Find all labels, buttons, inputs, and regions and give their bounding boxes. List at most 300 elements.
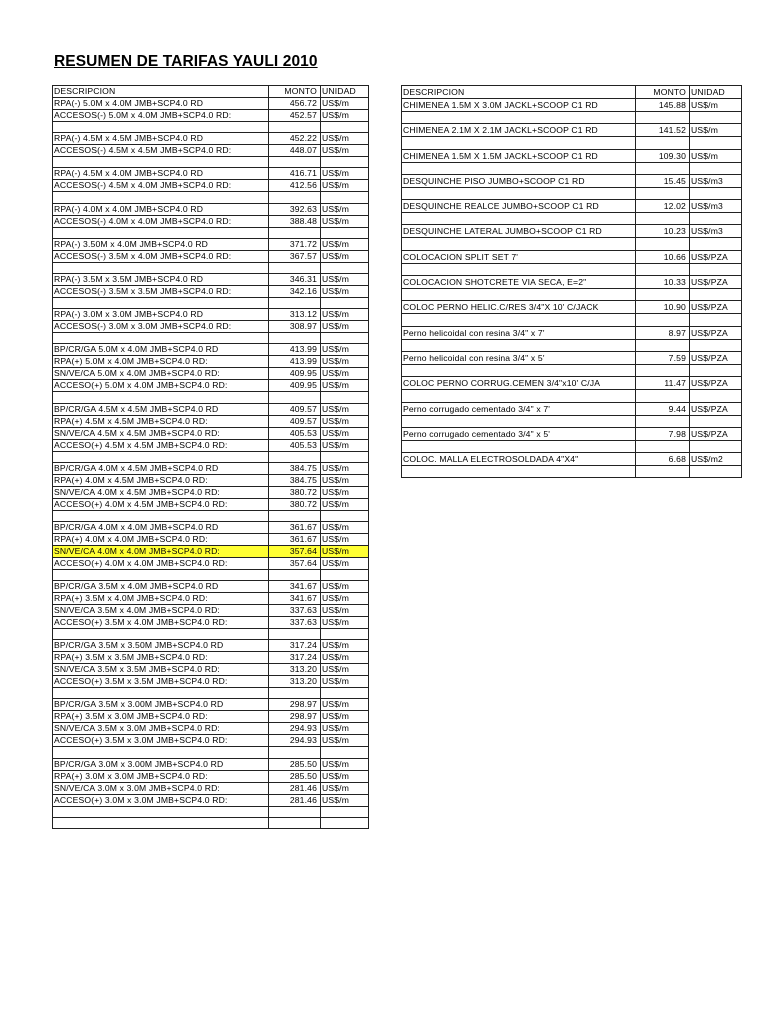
cell-descripcion: DESQUINCHE PISO JUMBO+SCOOP C1 RD [402, 174, 636, 187]
table-header-row [53, 86, 369, 98]
table-row [53, 581, 369, 593]
cell-unidad: US$/m [690, 99, 742, 112]
cell-monto: 405.53 [269, 427, 321, 439]
cell-descripcion: ACCESO(+) 3.5M x 4.0M JMB+SCP4.0 RD: [53, 617, 269, 629]
right-tariff-table [401, 85, 742, 478]
cell-descripcion: SN/VE/CA 4.0M x 4.5M JMB+SCP4.0 RD: [53, 486, 269, 498]
cell-unidad: US$/m [321, 723, 369, 735]
cell-descripcion: ACCESO(+) 3.5M x 3.0M JMB+SCP4.0 RD: [53, 735, 269, 747]
cell-unidad: US$/PZA [690, 276, 742, 289]
cell-descripcion: RPA(+) 3.0M x 3.0M JMB+SCP4.0 RD: [53, 770, 269, 782]
table-row [53, 321, 369, 333]
cell-monto [636, 339, 690, 351]
table-row [53, 157, 369, 168]
cell-unidad [690, 162, 742, 174]
cell-unidad: US$/m [321, 498, 369, 510]
table-row [53, 285, 369, 297]
cell-monto [269, 569, 321, 580]
cell-unidad: US$/m [321, 593, 369, 605]
cell-monto [636, 137, 690, 149]
cell-unidad: US$/m [321, 180, 369, 192]
cell-unidad [321, 817, 369, 828]
cell-descripcion [53, 122, 269, 133]
table-row [53, 758, 369, 770]
cell-descripcion: ACCESO(+) 4.0M x 4.5M JMB+SCP4.0 RD: [53, 498, 269, 510]
cell-descripcion: SN/VE/CA 4.5M x 4.5M JMB+SCP4.0 RD: [53, 427, 269, 439]
cell-monto: 10.66 [636, 250, 690, 263]
cell-monto: 337.63 [269, 617, 321, 629]
cell-monto [636, 289, 690, 301]
cell-unidad: US$/PZA [690, 377, 742, 390]
cell-monto: 7.98 [636, 427, 690, 440]
cell-descripcion: BP/CR/GA 3.5M x 4.0M JMB+SCP4.0 RD [53, 581, 269, 593]
cell-descripcion [402, 213, 636, 225]
cell-descripcion [53, 569, 269, 580]
table-row [402, 427, 742, 440]
table-row [402, 301, 742, 314]
cell-unidad: US$/m [321, 285, 369, 297]
cell-unidad [690, 390, 742, 402]
cell-unidad: US$/m [321, 699, 369, 711]
table-row [53, 510, 369, 521]
cell-unidad: US$/m [321, 273, 369, 285]
cell-monto: 109.30 [636, 149, 690, 162]
cell-monto [269, 688, 321, 699]
table-row [402, 250, 742, 263]
cell-unidad: US$/m [321, 415, 369, 427]
table-row [53, 688, 369, 699]
cell-unidad: US$/m [321, 581, 369, 593]
cell-monto: 281.46 [269, 794, 321, 806]
cell-descripcion [53, 806, 269, 817]
table-row [402, 390, 742, 402]
cell-descripcion: ACCESOS(-) 3.5M x 4.0M JMB+SCP4.0 RD: [53, 250, 269, 262]
cell-descripcion: RPA(+) 4.0M x 4.5M JMB+SCP4.0 RD: [53, 474, 269, 486]
cell-monto: 281.46 [269, 782, 321, 794]
table-header-row [402, 86, 742, 99]
cell-unidad [321, 806, 369, 817]
header-monto: MONTO [636, 86, 690, 99]
cell-monto: 367.57 [269, 250, 321, 262]
cell-unidad [321, 629, 369, 640]
cell-monto: 285.50 [269, 758, 321, 770]
cell-descripcion [402, 187, 636, 199]
cell-descripcion: ACCESOS(-) 5.0M x 4.0M JMB+SCP4.0 RD: [53, 110, 269, 122]
cell-descripcion: Perno helicoidal con resina 3/4" x 5' [402, 351, 636, 364]
cell-descripcion: ACCESO(+) 3.0M x 3.0M JMB+SCP4.0 RD: [53, 794, 269, 806]
cell-unidad: US$/PZA [690, 351, 742, 364]
cell-descripcion: COLOC. MALLA ELECTROSOLDADA 4"X4" [402, 453, 636, 466]
cell-unidad: US$/m [321, 711, 369, 723]
cell-unidad: US$/m [321, 617, 369, 629]
cell-descripcion [53, 688, 269, 699]
cell-descripcion [53, 629, 269, 640]
cell-descripcion: ACCESO(+) 3.5M x 3.5M JMB+SCP4.0 RD: [53, 676, 269, 688]
cell-unidad: US$/m [321, 664, 369, 676]
cell-monto: 361.67 [269, 521, 321, 533]
cell-descripcion: RPA(-) 5.0M x 4.0M JMB+SCP4.0 RD [53, 98, 269, 110]
table-row [53, 794, 369, 806]
cell-monto: 313.12 [269, 309, 321, 321]
cell-unidad: US$/m [321, 545, 369, 557]
cell-monto: 341.67 [269, 581, 321, 593]
cell-descripcion: BP/CR/GA 4.0M x 4.5M JMB+SCP4.0 RD [53, 462, 269, 474]
cell-monto: 384.75 [269, 474, 321, 486]
cell-monto: 341.67 [269, 593, 321, 605]
table-row [53, 110, 369, 122]
cell-descripcion [402, 238, 636, 250]
table-row [402, 162, 742, 174]
table-row-highlighted [53, 545, 369, 557]
cell-descripcion: RPA(+) 4.5M x 4.5M JMB+SCP4.0 RD: [53, 415, 269, 427]
cell-unidad: US$/m [321, 133, 369, 145]
table-row [53, 227, 369, 238]
cell-unidad: US$/m [321, 735, 369, 747]
cell-unidad: US$/m [321, 145, 369, 157]
table-row [53, 605, 369, 617]
cell-unidad: US$/m [321, 98, 369, 110]
cell-unidad [690, 238, 742, 250]
cell-descripcion: ACCESO(+) 5.0M x 4.0M JMB+SCP4.0 RD: [53, 380, 269, 392]
table-row [53, 451, 369, 462]
cell-descripcion: BP/CR/GA 4.0M x 4.0M JMB+SCP4.0 RD [53, 521, 269, 533]
cell-descripcion [402, 339, 636, 351]
cell-descripcion [53, 192, 269, 203]
cell-descripcion: CHIMENEA 2.1M X 2.1M JACKL+SCOOP C1 RD [402, 124, 636, 137]
cell-unidad: US$/m [321, 794, 369, 806]
cell-unidad [321, 157, 369, 168]
cell-unidad: US$/m [321, 203, 369, 215]
table-row [402, 314, 742, 326]
table-row [402, 124, 742, 137]
cell-monto: 308.97 [269, 321, 321, 333]
table-row [53, 273, 369, 285]
cell-unidad: US$/m [321, 770, 369, 782]
cell-descripcion: SN/VE/CA 3.5M x 3.5M JMB+SCP4.0 RD: [53, 664, 269, 676]
cell-monto: 405.53 [269, 439, 321, 451]
cell-unidad [690, 137, 742, 149]
cell-monto: 452.22 [269, 133, 321, 145]
cell-monto: 298.97 [269, 711, 321, 723]
cell-descripcion [53, 510, 269, 521]
cell-unidad [690, 466, 742, 478]
cell-descripcion: DESQUINCHE REALCE JUMBO+SCOOP C1 RD [402, 200, 636, 213]
cell-monto: 384.75 [269, 462, 321, 474]
cell-unidad: US$/m [321, 474, 369, 486]
cell-descripcion: ACCESOS(-) 3.0M x 3.0M JMB+SCP4.0 RD: [53, 321, 269, 333]
cell-descripcion: ACCESOS(-) 4.5M x 4.5M JMB+SCP4.0 RD: [53, 145, 269, 157]
cell-monto [269, 157, 321, 168]
table-row [53, 297, 369, 308]
table-row [53, 806, 369, 817]
cell-unidad: US$/m2 [690, 453, 742, 466]
cell-unidad: US$/PZA [690, 301, 742, 314]
table-row [53, 557, 369, 569]
cell-unidad: US$/m [690, 124, 742, 137]
header-unidad: UNIDAD [690, 86, 742, 99]
cell-monto: 409.57 [269, 403, 321, 415]
cell-monto: 413.99 [269, 356, 321, 368]
cell-monto: 15.45 [636, 174, 690, 187]
cell-descripcion [402, 390, 636, 402]
table-row [402, 112, 742, 124]
cell-monto: 11.47 [636, 377, 690, 390]
cell-monto [636, 314, 690, 326]
cell-unidad [321, 688, 369, 699]
cell-descripcion [402, 415, 636, 427]
cell-monto [269, 122, 321, 133]
cell-descripcion: BP/CR/GA 3.0M x 3.00M JMB+SCP4.0 RD [53, 758, 269, 770]
cell-unidad [690, 263, 742, 275]
table-row [53, 203, 369, 215]
cell-descripcion: Perno corrugado cementado 3/4" x 7' [402, 402, 636, 415]
table-row [402, 187, 742, 199]
cell-descripcion [53, 227, 269, 238]
cell-unidad [690, 289, 742, 301]
table-row [53, 652, 369, 664]
cell-unidad: US$/m [321, 250, 369, 262]
cell-unidad: US$/m [321, 605, 369, 617]
cell-descripcion [53, 333, 269, 344]
cell-monto: 409.57 [269, 415, 321, 427]
cell-monto [636, 466, 690, 478]
cell-descripcion: SN/VE/CA 4.0M x 4.0M JMB+SCP4.0 RD: [53, 545, 269, 557]
table-row [402, 174, 742, 187]
table-row [402, 225, 742, 238]
table-row [402, 415, 742, 427]
cell-descripcion [402, 263, 636, 275]
cell-monto [269, 629, 321, 640]
cell-monto: 285.50 [269, 770, 321, 782]
cell-monto: 337.63 [269, 605, 321, 617]
cell-descripcion [402, 137, 636, 149]
cell-monto: 371.72 [269, 238, 321, 250]
cell-monto [269, 333, 321, 344]
cell-unidad [321, 392, 369, 403]
table-row [402, 238, 742, 250]
header-unidad: UNIDAD [321, 86, 369, 98]
header-descripcion: DESCRIPCION [53, 86, 269, 98]
cell-monto [269, 747, 321, 758]
cell-unidad: US$/m [321, 652, 369, 664]
cell-monto: 448.07 [269, 145, 321, 157]
cell-descripcion [402, 162, 636, 174]
cell-unidad: US$/m [690, 149, 742, 162]
table-row [53, 192, 369, 203]
cell-descripcion [53, 262, 269, 273]
table-row [53, 747, 369, 758]
cell-unidad [321, 451, 369, 462]
page-title: RESUMEN DE TARIFAS YAULI 2010 [54, 53, 318, 70]
cell-descripcion: CHIMENEA 1.5M X 1.5M JACKL+SCOOP C1 RD [402, 149, 636, 162]
table-row [53, 215, 369, 227]
cell-unidad [690, 314, 742, 326]
cell-monto: 346.31 [269, 273, 321, 285]
table-row [53, 617, 369, 629]
cell-unidad: US$/m [321, 110, 369, 122]
cell-monto: 317.24 [269, 652, 321, 664]
cell-descripcion [53, 747, 269, 758]
cell-unidad [690, 213, 742, 225]
table-row [53, 133, 369, 145]
cell-descripcion: BP/CR/GA 3.5M x 3.50M JMB+SCP4.0 RD [53, 640, 269, 652]
table-row [53, 368, 369, 380]
cell-unidad: US$/PZA [690, 427, 742, 440]
cell-descripcion: SN/VE/CA 3.5M x 3.0M JMB+SCP4.0 RD: [53, 723, 269, 735]
cell-monto: 409.95 [269, 368, 321, 380]
table-row [402, 200, 742, 213]
cell-unidad: US$/m [321, 557, 369, 569]
table-row [402, 453, 742, 466]
cell-descripcion: RPA(-) 4.5M x 4.0M JMB+SCP4.0 RD [53, 168, 269, 180]
cell-monto: 409.95 [269, 380, 321, 392]
cell-descripcion: SN/VE/CA 5.0M x 4.0M JMB+SCP4.0 RD: [53, 368, 269, 380]
cell-descripcion [402, 466, 636, 478]
cell-monto: 412.56 [269, 180, 321, 192]
table-row [53, 711, 369, 723]
table-row [53, 415, 369, 427]
cell-monto: 10.90 [636, 301, 690, 314]
cell-unidad: US$/PZA [690, 250, 742, 263]
cell-monto: 12.02 [636, 200, 690, 213]
table-row [402, 402, 742, 415]
cell-descripcion [402, 440, 636, 452]
table-row [53, 392, 369, 403]
cell-unidad: US$/m [321, 368, 369, 380]
table-row [53, 262, 369, 273]
table-row [53, 569, 369, 580]
table-row [402, 263, 742, 275]
cell-unidad [321, 192, 369, 203]
cell-unidad: US$/m [321, 168, 369, 180]
header-descripcion: DESCRIPCION [402, 86, 636, 99]
cell-monto: 10.23 [636, 225, 690, 238]
table-row [402, 326, 742, 339]
table-row [53, 629, 369, 640]
cell-unidad [690, 187, 742, 199]
cell-unidad [690, 415, 742, 427]
cell-monto [636, 263, 690, 275]
cell-descripcion [53, 451, 269, 462]
table-row [402, 364, 742, 376]
cell-monto [269, 192, 321, 203]
table-row [53, 168, 369, 180]
cell-monto [269, 262, 321, 273]
cell-descripcion [53, 297, 269, 308]
cell-monto [269, 392, 321, 403]
cell-descripcion: RPA(-) 3.5M x 3.5M JMB+SCP4.0 RD [53, 273, 269, 285]
cell-descripcion: RPA(+) 5.0M x 4.0M JMB+SCP4.0 RD: [53, 356, 269, 368]
table-row [53, 817, 369, 828]
cell-unidad: US$/m [321, 321, 369, 333]
cell-descripcion: Perno corrugado cementado 3/4" x 5' [402, 427, 636, 440]
table-row [53, 770, 369, 782]
cell-unidad: US$/m [321, 215, 369, 227]
cell-unidad: US$/m [321, 462, 369, 474]
cell-descripcion: ACCESOS(-) 3.5M x 3.5M JMB+SCP4.0 RD: [53, 285, 269, 297]
cell-descripcion: ACCESOS(-) 4.5M x 4.0M JMB+SCP4.0 RD: [53, 180, 269, 192]
table-row [402, 289, 742, 301]
cell-descripcion: BP/CR/GA 4.5M x 4.5M JMB+SCP4.0 RD [53, 403, 269, 415]
cell-monto [269, 817, 321, 828]
cell-descripcion: COLOC PERNO HELIC.C/RES 3/4"X 10' C/JACK [402, 301, 636, 314]
cell-unidad: US$/PZA [690, 402, 742, 415]
cell-monto: 357.64 [269, 557, 321, 569]
cell-monto: 313.20 [269, 676, 321, 688]
table-row [402, 440, 742, 452]
cell-unidad [321, 333, 369, 344]
table-row [53, 380, 369, 392]
table-row [402, 377, 742, 390]
table-row [53, 238, 369, 250]
cell-unidad [321, 510, 369, 521]
table-row [53, 427, 369, 439]
cell-monto: 317.24 [269, 640, 321, 652]
cell-monto: 416.71 [269, 168, 321, 180]
table-row [53, 180, 369, 192]
table-row [402, 137, 742, 149]
cell-descripcion: RPA(+) 3.5M x 3.0M JMB+SCP4.0 RD: [53, 711, 269, 723]
cell-monto: 357.64 [269, 545, 321, 557]
cell-descripcion: DESQUINCHE LATERAL JUMBO+SCOOP C1 RD [402, 225, 636, 238]
cell-descripcion: RPA(-) 4.0M x 4.0M JMB+SCP4.0 RD [53, 203, 269, 215]
table-row [402, 339, 742, 351]
cell-monto: 298.97 [269, 699, 321, 711]
table-row [53, 676, 369, 688]
cell-monto [269, 451, 321, 462]
table-row [53, 735, 369, 747]
cell-monto: 313.20 [269, 664, 321, 676]
left-tariff-table [52, 85, 369, 829]
cell-unidad: US$/m [321, 238, 369, 250]
cell-unidad [321, 227, 369, 238]
cell-monto: 10.33 [636, 276, 690, 289]
cell-descripcion: BP/CR/GA 5.0M x 4.0M JMB+SCP4.0 RD [53, 344, 269, 356]
cell-descripcion: COLOCACION SHOTCRETE VIA SECA, E=2" [402, 276, 636, 289]
cell-descripcion: RPA(+) 4.0M x 4.0M JMB+SCP4.0 RD: [53, 533, 269, 545]
cell-unidad [321, 297, 369, 308]
cell-descripcion: ACCESO(+) 4.5M x 4.5M JMB+SCP4.0 RD: [53, 439, 269, 451]
cell-monto: 7.59 [636, 351, 690, 364]
cell-unidad: US$/m [321, 309, 369, 321]
cell-descripcion: RPA(+) 3.5M x 4.0M JMB+SCP4.0 RD: [53, 593, 269, 605]
table-row [53, 699, 369, 711]
table-row [53, 782, 369, 794]
cell-monto [269, 227, 321, 238]
cell-descripcion [402, 364, 636, 376]
cell-unidad: US$/m [321, 486, 369, 498]
cell-monto [636, 390, 690, 402]
cell-unidad [321, 569, 369, 580]
cell-monto [636, 415, 690, 427]
cell-descripcion: ACCESOS(-) 4.0M x 4.0M JMB+SCP4.0 RD: [53, 215, 269, 227]
cell-unidad [690, 364, 742, 376]
header-monto: MONTO [269, 86, 321, 98]
table-row [53, 593, 369, 605]
cell-monto: 380.72 [269, 486, 321, 498]
cell-unidad: US$/PZA [690, 326, 742, 339]
cell-descripcion: COLOC PERNO CORRUG.CEMEN 3/4"x10' C/JA [402, 377, 636, 390]
cell-descripcion: Perno helicoidal con resina 3/4" x 7' [402, 326, 636, 339]
cell-unidad: US$/m3 [690, 174, 742, 187]
cell-unidad: US$/m3 [690, 225, 742, 238]
cell-unidad: US$/m [321, 380, 369, 392]
cell-descripcion: COLOCACION SPLIT SET 7' [402, 250, 636, 263]
cell-monto: 6.68 [636, 453, 690, 466]
cell-unidad: US$/m [321, 344, 369, 356]
cell-monto [636, 440, 690, 452]
cell-monto: 452.57 [269, 110, 321, 122]
